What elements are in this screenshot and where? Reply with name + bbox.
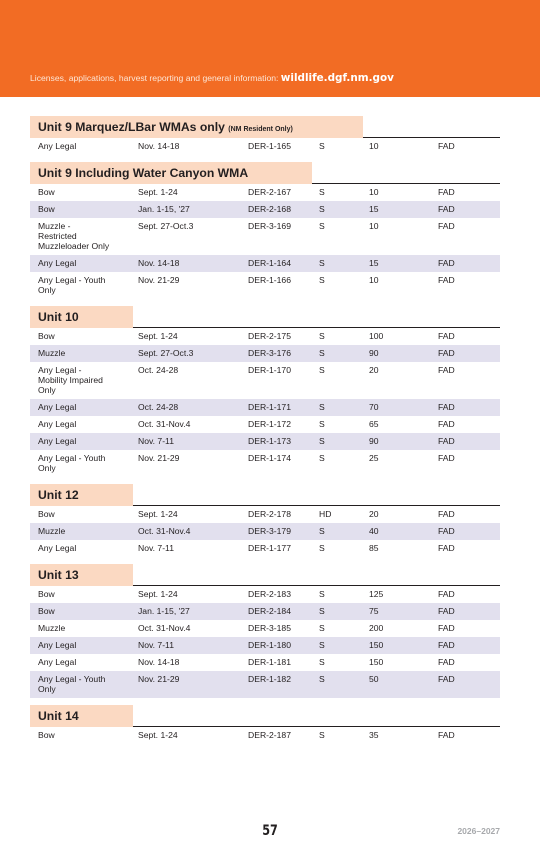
fee-code-cell: FAD (438, 526, 455, 536)
licenses-cell: 150 (369, 640, 384, 650)
fee-code-cell: FAD (438, 589, 455, 599)
hunt-code-cell: DER-2-175 (248, 331, 291, 341)
weapon-type-cell: Bow (38, 589, 55, 599)
unit-title (30, 484, 133, 506)
hunt-dates-cell: Nov. 14-18 (138, 258, 180, 268)
hunt-code-cell: DER-1-166 (248, 275, 291, 285)
weapon-type-cell: Any Legal (38, 141, 77, 151)
bag-limit-cell: S (319, 623, 325, 633)
table-row (30, 255, 500, 272)
unit-header (30, 564, 500, 586)
fee-code-cell: FAD (438, 365, 455, 375)
licenses-cell: 20 (369, 509, 379, 519)
hunt-dates-cell: Nov. 14-18 (138, 657, 180, 667)
hunt-dates-cell: Nov. 7-11 (138, 543, 174, 553)
fee-code-cell: FAD (438, 348, 455, 358)
fee-code-cell: FAD (438, 623, 455, 633)
fee-code-cell: FAD (438, 258, 455, 268)
table-row (30, 362, 500, 399)
hunt-code-cell: DER-2-183 (248, 589, 291, 599)
hunt-code-cell: DER-1-171 (248, 402, 291, 412)
hunt-dates-cell: Sept. 27-Oct.3 (138, 348, 194, 358)
table-row (30, 450, 500, 477)
weapon-type-cell: Bow (38, 331, 55, 341)
hunt-code-cell: DER-1-181 (248, 657, 291, 667)
fee-code-cell: FAD (438, 730, 455, 740)
hunt-dates-cell: Sept. 1-24 (138, 589, 178, 599)
hunt-code-cell: DER-2-168 (248, 204, 291, 214)
bag-limit-cell: S (319, 187, 325, 197)
table-row (30, 272, 500, 299)
table-row (30, 637, 500, 654)
licenses-cell: 75 (369, 606, 379, 616)
licenses-cell: 25 (369, 453, 379, 463)
weapon-type-cell: Bow (38, 730, 55, 740)
hunt-code-cell: DER-3-179 (248, 526, 291, 536)
unit-header (30, 705, 500, 727)
unit-title-text: Unit 12 (38, 488, 79, 502)
table-row (30, 416, 500, 433)
fee-code-cell: FAD (438, 204, 455, 214)
hunt-dates-cell: Nov. 14-18 (138, 141, 180, 151)
unit-title (30, 705, 133, 727)
fee-code-cell: FAD (438, 221, 455, 231)
page-number: 57 (262, 823, 278, 839)
weapon-type-cell: Muzzle - Restricted Muzzleloader Only (38, 221, 110, 251)
banner-website-link[interactable]: wildlife.dgf.nm.gov (280, 72, 394, 84)
bag-limit-cell: HD (319, 509, 332, 519)
hunt-dates-cell: Sept. 1-24 (138, 730, 178, 740)
unit-note: (NM Resident Only) (228, 126, 293, 133)
licenses-cell: 65 (369, 419, 379, 429)
unit-title-text: Unit 13 (38, 568, 79, 582)
hunt-table (30, 116, 500, 744)
unit-title-text: Unit 9 Including Water Canyon WMA (38, 166, 249, 180)
table-row (30, 201, 500, 218)
hunt-code-cell: DER-3-169 (248, 221, 291, 231)
fee-code-cell: FAD (438, 509, 455, 519)
bag-limit-cell: S (319, 657, 325, 667)
fee-code-cell: FAD (438, 543, 455, 553)
hunt-dates-cell: Sept. 1-24 (138, 509, 178, 519)
licenses-cell: 10 (369, 221, 379, 231)
fee-code-cell: FAD (438, 141, 455, 151)
unit-title-text: Unit 9 Marquez/LBar WMAs only (38, 120, 225, 134)
bag-limit-cell: S (319, 436, 325, 446)
hunt-code-cell: DER-1-170 (248, 365, 291, 375)
licenses-cell: 90 (369, 348, 379, 358)
fee-code-cell: FAD (438, 606, 455, 616)
weapon-type-cell: Any Legal - Mobility Impaired Only (38, 365, 103, 395)
fee-code-cell: FAD (438, 187, 455, 197)
hunt-dates-cell: Nov. 21-29 (138, 674, 180, 684)
bag-limit-cell: S (319, 589, 325, 599)
licenses-cell: 20 (369, 365, 379, 375)
licenses-cell: 150 (369, 657, 384, 667)
weapon-type-cell: Any Legal (38, 640, 77, 650)
licenses-cell: 90 (369, 436, 379, 446)
unit-title (30, 306, 133, 328)
weapon-type-cell: Bow (38, 204, 55, 214)
table-row (30, 328, 500, 345)
bag-limit-cell: S (319, 606, 325, 616)
weapon-type-cell: Any Legal - Youth Only (38, 453, 106, 473)
hunt-dates-cell: Oct. 31-Nov.4 (138, 623, 191, 633)
fee-code-cell: FAD (438, 657, 455, 667)
fee-code-cell: FAD (438, 331, 455, 341)
table-row (30, 671, 500, 698)
hunt-dates-cell: Oct. 24-28 (138, 402, 179, 412)
weapon-type-cell: Muzzle (38, 623, 66, 633)
weapon-type-cell: Any Legal - Youth Only (38, 674, 106, 694)
hunt-code-cell: DER-1-164 (248, 258, 291, 268)
bag-limit-cell: S (319, 543, 325, 553)
table-row (30, 540, 500, 557)
unit-title-text: Unit 10 (38, 310, 79, 324)
bag-limit-cell: S (319, 365, 325, 375)
unit-title-text: Unit 14 (38, 709, 79, 723)
weapon-type-cell: Muzzle (38, 526, 66, 536)
hunt-code-cell: DER-1-173 (248, 436, 291, 446)
unit-header (30, 306, 500, 328)
licenses-cell: 100 (369, 331, 384, 341)
hunt-code-cell: DER-1-165 (248, 141, 291, 151)
bag-limit-cell: S (319, 640, 325, 650)
hunt-dates-cell: Sept. 1-24 (138, 331, 178, 341)
weapon-type-cell: Any Legal (38, 543, 77, 553)
weapon-type-cell: Any Legal - Youth Only (38, 275, 106, 295)
fee-code-cell: FAD (438, 674, 455, 684)
hunt-code-cell: DER-1-172 (248, 419, 291, 429)
header-banner (0, 0, 540, 97)
table-row (30, 184, 500, 201)
fee-code-cell: FAD (438, 419, 455, 429)
hunt-dates-cell: Nov. 21-29 (138, 275, 180, 285)
unit-title (30, 162, 312, 184)
table-row (30, 586, 500, 603)
table-row (30, 218, 500, 255)
table-row (30, 433, 500, 450)
unit-title (30, 564, 133, 586)
unit-title (30, 116, 363, 138)
hunt-code-cell: DER-3-176 (248, 348, 291, 358)
season-years: 2026–2027 (457, 826, 500, 836)
licenses-cell: 85 (369, 543, 379, 553)
hunt-code-cell: DER-1-177 (248, 543, 291, 553)
hunt-dates-cell: Nov. 7-11 (138, 436, 174, 446)
table-row (30, 138, 500, 155)
hunt-dates-cell: Oct. 31-Nov.4 (138, 526, 191, 536)
weapon-type-cell: Muzzle (38, 348, 66, 358)
bag-limit-cell: S (319, 526, 325, 536)
hunt-dates-cell: Sept. 27-Oct.3 (138, 221, 194, 231)
hunt-code-cell: DER-3-185 (248, 623, 291, 633)
hunt-code-cell: DER-1-174 (248, 453, 291, 463)
hunt-code-cell: DER-2-178 (248, 509, 291, 519)
table-row (30, 506, 500, 523)
fee-code-cell: FAD (438, 436, 455, 446)
unit-header (30, 116, 500, 138)
hunt-code-cell: DER-2-167 (248, 187, 291, 197)
hunt-code-cell: DER-2-184 (248, 606, 291, 616)
fee-code-cell: FAD (438, 275, 455, 285)
banner-info-text (30, 72, 394, 84)
fee-code-cell: FAD (438, 453, 455, 463)
bag-limit-cell: S (319, 221, 325, 231)
weapon-type-cell: Any Legal (38, 419, 77, 429)
hunt-dates-cell: Oct. 31-Nov.4 (138, 419, 191, 429)
licenses-cell: 15 (369, 204, 379, 214)
bag-limit-cell: S (319, 453, 325, 463)
hunt-dates-cell: Sept. 1-24 (138, 187, 178, 197)
table-row (30, 620, 500, 637)
hunt-dates-cell: Nov. 7-11 (138, 640, 174, 650)
weapon-type-cell: Any Legal (38, 258, 77, 268)
hunt-dates-cell: Oct. 24-28 (138, 365, 179, 375)
bag-limit-cell: S (319, 204, 325, 214)
licenses-cell: 10 (369, 275, 379, 285)
banner-caption: Licenses, applications, harvest reporting and general information: (30, 73, 281, 83)
hunt-code-cell: DER-1-180 (248, 640, 291, 650)
bag-limit-cell: S (319, 402, 325, 412)
hunt-dates-cell: Jan. 1-15, '27 (138, 204, 190, 214)
hunt-code-cell: DER-1-182 (248, 674, 291, 684)
licenses-cell: 125 (369, 589, 384, 599)
licenses-cell: 50 (369, 674, 379, 684)
table-row (30, 654, 500, 671)
table-row (30, 345, 500, 362)
fee-code-cell: FAD (438, 402, 455, 412)
hunt-dates-cell: Jan. 1-15, '27 (138, 606, 190, 616)
licenses-cell: 10 (369, 141, 379, 151)
table-row (30, 523, 500, 540)
bag-limit-cell: S (319, 331, 325, 341)
unit-header (30, 162, 500, 184)
licenses-cell: 200 (369, 623, 384, 633)
licenses-cell: 35 (369, 730, 379, 740)
weapon-type-cell: Bow (38, 187, 55, 197)
licenses-cell: 40 (369, 526, 379, 536)
bag-limit-cell: S (319, 730, 325, 740)
licenses-cell: 15 (369, 258, 379, 268)
table-row (30, 603, 500, 620)
bag-limit-cell: S (319, 348, 325, 358)
hunt-dates-cell: Nov. 21-29 (138, 453, 180, 463)
table-row (30, 727, 500, 744)
bag-limit-cell: S (319, 275, 325, 285)
weapon-type-cell: Bow (38, 509, 55, 519)
licenses-cell: 70 (369, 402, 379, 412)
bag-limit-cell: S (319, 419, 325, 429)
weapon-type-cell: Bow (38, 606, 55, 616)
weapon-type-cell: Any Legal (38, 436, 77, 446)
weapon-type-cell: Any Legal (38, 402, 77, 412)
bag-limit-cell: S (319, 141, 325, 151)
unit-header (30, 484, 500, 506)
table-row (30, 399, 500, 416)
hunt-code-cell: DER-2-187 (248, 730, 291, 740)
fee-code-cell: FAD (438, 640, 455, 650)
bag-limit-cell: S (319, 674, 325, 684)
licenses-cell: 10 (369, 187, 379, 197)
weapon-type-cell: Any Legal (38, 657, 77, 667)
bag-limit-cell: S (319, 258, 325, 268)
